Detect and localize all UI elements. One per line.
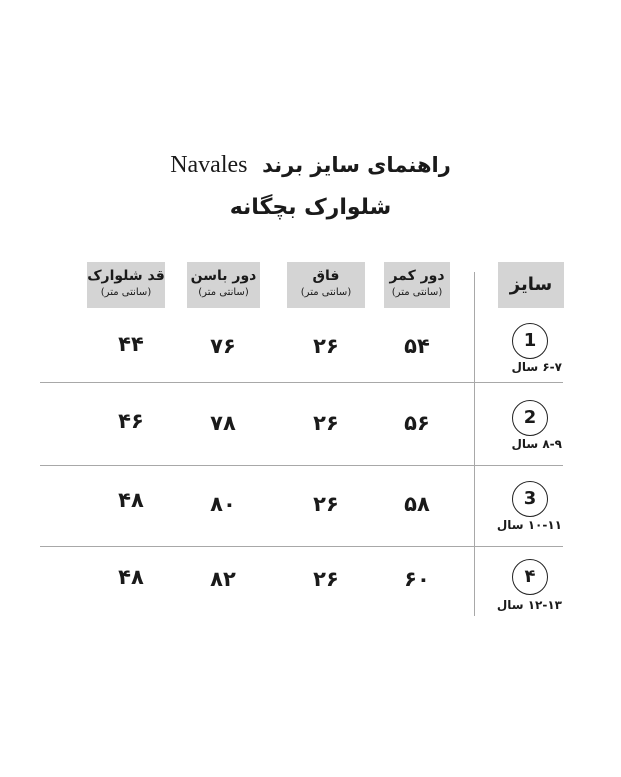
header-length-label: قد شلوارک — [87, 268, 165, 284]
header-length — [87, 262, 165, 308]
header-hip — [187, 262, 260, 308]
title-text: راهنمای سایز برند — [262, 153, 451, 177]
header-waist-label: دور کمر — [389, 268, 445, 284]
cell-waist: ۶۰ — [404, 567, 430, 591]
cell-hip: ۸۰ — [210, 492, 236, 516]
header-rise-label: فاق — [312, 268, 340, 284]
cell-rise: ۲۶ — [313, 411, 339, 435]
column-divider — [474, 272, 475, 616]
size-badge: 1 — [512, 323, 548, 359]
age-range: ۱۲-۱۳ سال — [496, 598, 562, 612]
header-rise-unit: (سانتی متر) — [300, 287, 352, 298]
page-title — [0, 152, 621, 179]
page-subtitle: شلوارک بچگانه — [229, 195, 392, 220]
cell-waist: ۵۶ — [404, 411, 430, 435]
cell-rise: ۲۶ — [313, 567, 339, 591]
cell-waist: ۵۴ — [404, 334, 430, 358]
row-divider — [40, 546, 563, 547]
brand-name: Navales — [170, 152, 248, 178]
cell-waist: ۵۸ — [404, 492, 430, 516]
header-hip-label: دور باسن — [190, 268, 257, 284]
size-badge: ۴ — [512, 559, 548, 595]
row-divider — [40, 382, 563, 383]
age-range: ۸-۹ سال — [511, 437, 562, 451]
cell-hip: ۸۲ — [210, 567, 236, 591]
age-range: ۶-۷ سال — [511, 360, 562, 374]
cell-rise: ۲۶ — [313, 334, 339, 358]
header-length-unit: (سانتی متر) — [100, 287, 152, 298]
header-size: سایز — [498, 262, 564, 308]
header-waist — [384, 262, 450, 308]
header-waist-unit: (سانتی متر) — [391, 287, 443, 298]
header-hip-unit: (سانتی متر) — [198, 287, 249, 298]
cell-length: ۴۴ — [118, 332, 144, 356]
cell-hip: ۷۸ — [210, 411, 236, 435]
age-range: ۱۰-۱۱ سال — [496, 518, 562, 532]
cell-rise: ۲۶ — [313, 492, 339, 516]
cell-hip: ۷۶ — [210, 334, 236, 358]
cell-length: ۴۸ — [118, 488, 144, 512]
size-badge: 3 — [512, 481, 548, 517]
size-badge: 2 — [512, 400, 548, 436]
cell-length: ۴۶ — [118, 409, 144, 433]
cell-length: ۴۸ — [118, 565, 144, 589]
header-rise — [287, 262, 365, 308]
row-divider — [40, 465, 563, 466]
